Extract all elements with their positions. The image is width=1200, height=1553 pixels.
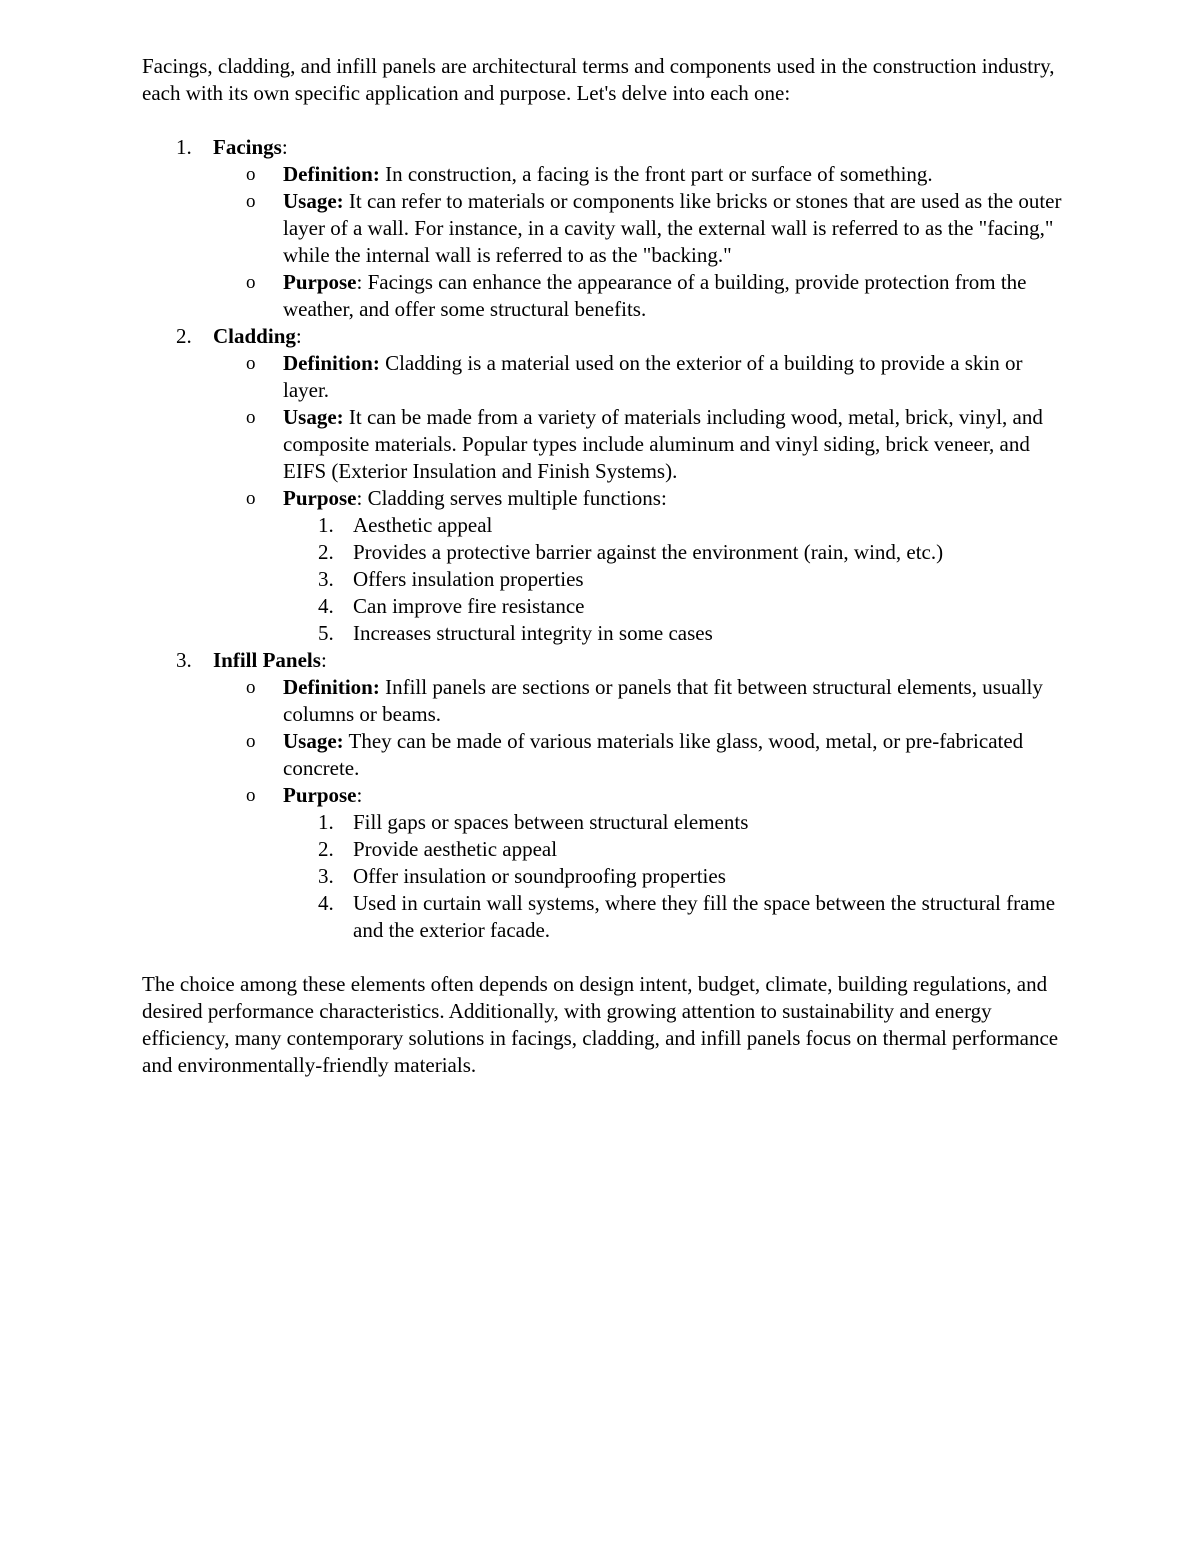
list-number: 4.: [318, 891, 334, 915]
purpose-item: [142, 782, 1062, 809]
usage-item: [142, 188, 1062, 269]
definition-item: [142, 350, 1062, 404]
bullet-icon: o: [246, 272, 256, 293]
list-text: Can improve fire resistance: [353, 594, 585, 618]
list-number: 3.: [318, 864, 334, 888]
section-infill-panels: [142, 647, 1062, 674]
purpose-label: Purpose: [283, 486, 357, 510]
purpose-item: [142, 485, 1062, 512]
list-number: 2.: [318, 837, 334, 861]
list-text: Offers insulation properties: [353, 567, 584, 591]
list-text: Provides a protective barrier against the environment (rain, wind, etc.): [353, 540, 944, 564]
list-number: 3.: [318, 567, 334, 591]
purpose-text: :: [356, 783, 363, 807]
bullet-icon: o: [246, 191, 256, 212]
list-number: 4.: [318, 594, 334, 618]
purpose-label: Purpose: [283, 270, 357, 294]
list-text: Used in curtain wall systems, where they fill the space between the structural frame and the exterior facade.: [353, 891, 1056, 942]
list-item: [142, 809, 1062, 836]
definition-item: [142, 674, 1062, 728]
section-number: 2.: [176, 324, 192, 348]
usage-label: Usage:: [283, 729, 344, 753]
document-body: [142, 53, 1062, 1079]
list-text: Aesthetic appeal: [353, 513, 493, 537]
section-number: 3.: [176, 648, 192, 672]
list-item: [142, 512, 1062, 539]
bullet-icon: o: [246, 353, 256, 374]
section-colon: :: [295, 324, 302, 348]
usage-text: It can be made from a variety of materials including wood, metal, brick, vinyl, and composite materials. Popular types include aluminum and vinyl siding, brick veneer, and EIFS (Exterior Insulation and Finish Systems).: [283, 405, 1043, 483]
list-item: [142, 890, 1062, 944]
bullet-icon: o: [246, 677, 256, 698]
section-colon: :: [281, 135, 288, 159]
definition-label: Definition:: [283, 162, 380, 186]
section-title: Infill Panels: [213, 648, 321, 672]
list-text: Offer insulation or soundproofing properties: [353, 864, 726, 888]
list-item: [142, 566, 1062, 593]
usage-text: It can refer to materials or components like bricks or stones that are used as the outer layer of a wall. For instance, in a cavity wall, the external wall is referred to as the "facing," while the internal wall is referred to as the "backing.": [283, 189, 1062, 267]
list-item: [142, 863, 1062, 890]
list-text: Provide aesthetic appeal: [353, 837, 558, 861]
list-item: [142, 539, 1062, 566]
usage-item: [142, 728, 1062, 782]
bullet-icon: o: [246, 488, 256, 509]
bullet-icon: o: [246, 164, 256, 185]
purpose-item: [142, 269, 1062, 323]
bullet-icon: o: [246, 785, 256, 806]
purpose-text: : Facings can enhance the appearance of a building, provide protection from the weather, and offer some structural benefits.: [283, 270, 1027, 321]
section-colon: :: [320, 648, 327, 672]
definition-label: Definition:: [283, 351, 380, 375]
list-number: 5.: [318, 621, 334, 645]
section-cladding: [142, 323, 1062, 350]
purpose-label: Purpose: [283, 783, 357, 807]
list-number: 1.: [318, 810, 334, 834]
purpose-text: : Cladding serves multiple functions:: [356, 486, 667, 510]
definition-text: Infill panels are sections or panels that fit between structural elements, usually columns or beams.: [283, 675, 1043, 726]
usage-item: [142, 404, 1062, 485]
list-number: 1.: [318, 513, 334, 537]
closing-paragraph: The choice among these elements often depends on design intent, budget, climate, building regulations, and desired performance characteristics. Additionally, with growing attention to sustainability and energy efficiency, many contemporary solutions in facings, cladding, and infill panels focus on thermal performance and environmentally-friendly materials.: [142, 972, 1059, 1077]
section-title: Cladding: [213, 324, 296, 348]
bullet-icon: o: [246, 731, 256, 752]
definition-text: Cladding is a material used on the exterior of a building to provide a skin or layer.: [283, 351, 1023, 402]
list-text: Increases structural integrity in some cases: [353, 621, 713, 645]
usage-text: They can be made of various materials like glass, wood, metal, or pre-fabricated concrete.: [283, 729, 1024, 780]
bullet-icon: o: [246, 407, 256, 428]
intro-paragraph: Facings, cladding, and infill panels are architectural terms and components used in the construction industry, each with its own specific application and purpose. Let's delve into each one:: [142, 54, 1055, 105]
section-title: Facings: [213, 135, 282, 159]
list-item: [142, 620, 1062, 647]
list-item: [142, 836, 1062, 863]
definition-text: In construction, a facing is the front part or surface of something.: [379, 162, 933, 186]
definition-label: Definition:: [283, 675, 380, 699]
list-number: 2.: [318, 540, 334, 564]
definition-item: [142, 161, 1062, 188]
section-facings: [142, 134, 1062, 161]
list-text: Fill gaps or spaces between structural elements: [353, 810, 749, 834]
list-item: [142, 593, 1062, 620]
usage-label: Usage:: [283, 189, 344, 213]
usage-label: Usage:: [283, 405, 344, 429]
section-number: 1.: [176, 135, 192, 159]
